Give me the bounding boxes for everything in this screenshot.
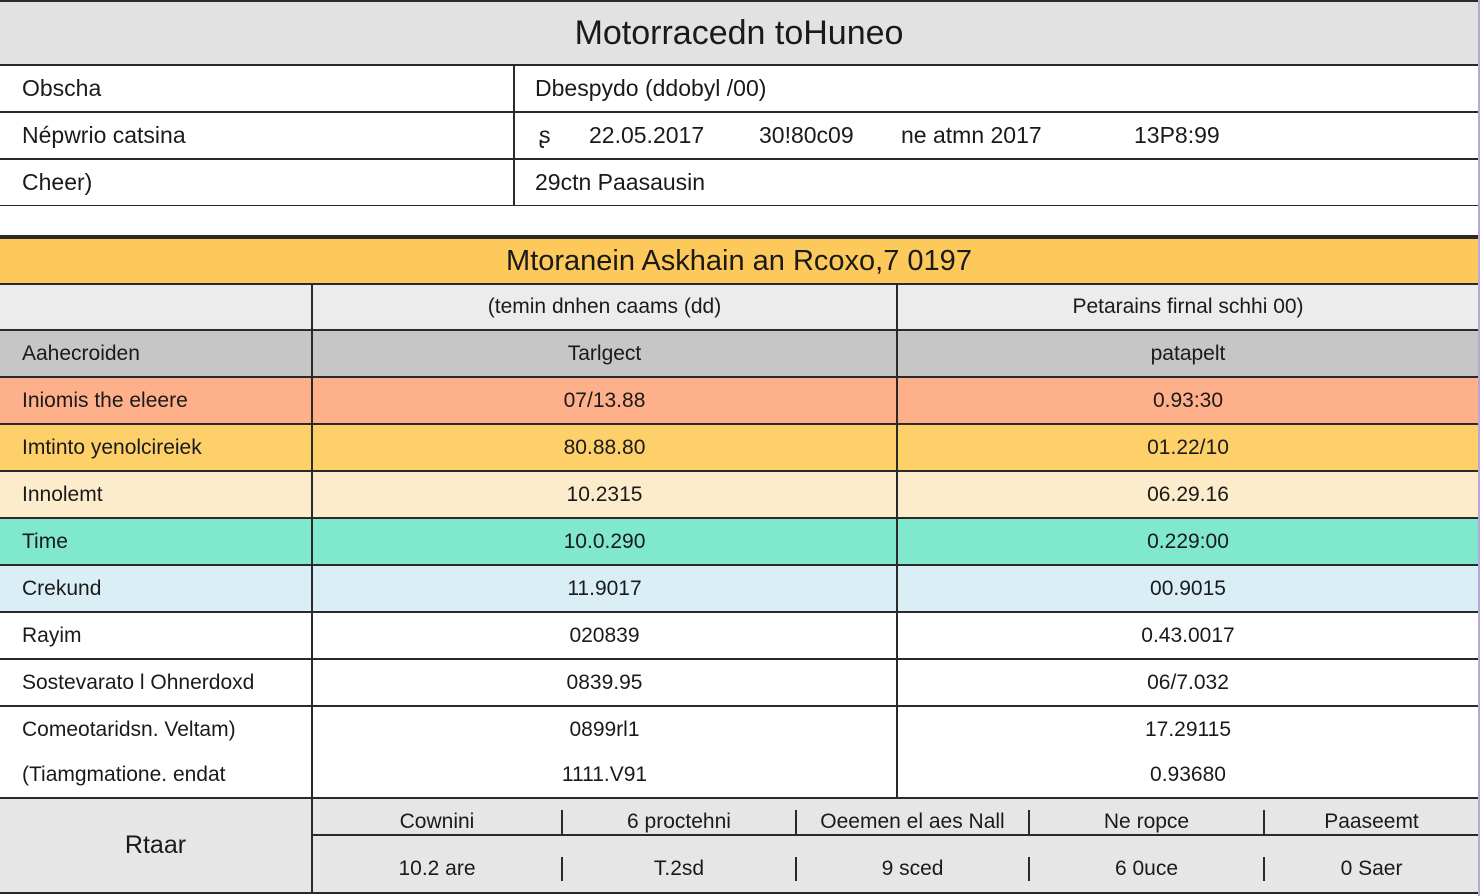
page-title <box>0 0 1478 66</box>
row-label: (Tiamgmatione. endat <box>0 752 313 797</box>
row-value: 80.88.80 <box>313 425 898 470</box>
row-label: Imtinto yenolcireiek <box>0 425 313 470</box>
row-value: 0.93:30 <box>1152 388 1224 412</box>
table-row <box>0 425 1478 472</box>
table-row <box>0 472 1478 519</box>
row-value: 0.93680 <box>1150 762 1226 786</box>
row-label: Comeotaridsn. Veltam) <box>0 707 313 752</box>
group-header: (temin dnhen caams (dd) <box>313 285 898 329</box>
row-value: 06/7.032 <box>1147 670 1229 694</box>
summary-column-head: Cownini <box>313 810 563 836</box>
summary-grid <box>313 799 1478 892</box>
row-value: 06.29.16 <box>1147 482 1229 506</box>
info-label: Cheer) <box>0 160 515 205</box>
row-label: Rayim <box>0 613 313 658</box>
row-label: Crekund <box>0 566 313 611</box>
summary-column-head: Paaseemt <box>1265 810 1478 836</box>
row-value: 11.9017 <box>313 566 898 611</box>
row-value: 10.2315 <box>313 472 898 517</box>
table-row <box>0 707 1478 754</box>
summary-column-value: 6 0uce <box>1030 857 1265 881</box>
table-row <box>0 752 1478 797</box>
column-header: patapelt <box>1150 341 1226 365</box>
info-date-part: ʂ <box>539 122 551 148</box>
summary-label: Rtaar <box>0 799 313 892</box>
row-value: 0.229:00 <box>1147 529 1229 553</box>
row-label: Iniomis the eleere <box>0 378 313 423</box>
section-title-text: Mtoranein Askhain an Rcoxo,7 0197 <box>506 244 972 277</box>
info-label: Obscha <box>0 66 515 111</box>
summary-column-head: 6 proctehni <box>563 810 797 836</box>
info-date-part: 13P8:99 <box>1134 122 1220 148</box>
group-header: Petarains firnal schhi 00) <box>1072 295 1304 318</box>
info-label: Népwrio catsina <box>0 113 515 158</box>
summary-column-value: T.2sd <box>563 857 797 881</box>
table-row <box>0 519 1478 566</box>
info-value-dates <box>515 113 1478 158</box>
group-header-empty <box>0 285 313 329</box>
column-header: Aahecroiden <box>0 331 313 376</box>
table-row <box>0 660 1478 707</box>
row-value: 00.9015 <box>1150 576 1226 600</box>
info-row-2 <box>0 113 1478 160</box>
row-value: 0899rl1 <box>313 707 898 752</box>
row-label: Time <box>0 519 313 564</box>
info-value: Dbespydo (ddobyl /00) <box>535 75 767 101</box>
summary-column-value: 10.2 are <box>313 857 563 881</box>
summary-column-value: 0 Saer <box>1340 857 1403 880</box>
row-value: 07/13.88 <box>313 378 898 423</box>
group-header-row <box>0 285 1478 331</box>
row-label: Sostevarato l Ohnerdoxd <box>0 660 313 705</box>
table-row <box>0 613 1478 660</box>
summary-column-head: Oeemen el aes Nall <box>797 810 1030 836</box>
table-row <box>0 566 1478 613</box>
info-date-part: ne atmn 2017 <box>901 122 1042 148</box>
info-row-3 <box>0 160 1478 207</box>
info-date-part: 22.05.2017 <box>589 122 705 148</box>
info-date-part: 30!80c09 <box>759 122 854 148</box>
column-header: Tarlgect <box>313 331 898 376</box>
row-label: Innolemt <box>0 472 313 517</box>
summary-column-head: Ne ropce <box>1030 810 1265 836</box>
row-value: 17.29115 <box>1144 717 1232 741</box>
spacer-row <box>0 206 1478 237</box>
section-title <box>0 237 1478 285</box>
row-value: 10.0.290 <box>313 519 898 564</box>
info-row-1 <box>0 66 1478 113</box>
row-value: 020839 <box>313 613 898 658</box>
column-header-row <box>0 331 1478 378</box>
summary-footer <box>0 797 1478 894</box>
summary-column-value: 9 sced <box>797 857 1030 881</box>
info-value: 29ctn Paasausin <box>535 169 706 195</box>
row-value: 01.22/10 <box>1147 435 1229 459</box>
row-value: 0839.95 <box>313 660 898 705</box>
row-value: 1111.V91 <box>313 752 898 797</box>
row-value: 0.43.0017 <box>1141 623 1235 647</box>
table-row <box>0 378 1478 425</box>
page-title-text: Motorracedn toHuneo <box>574 13 904 52</box>
